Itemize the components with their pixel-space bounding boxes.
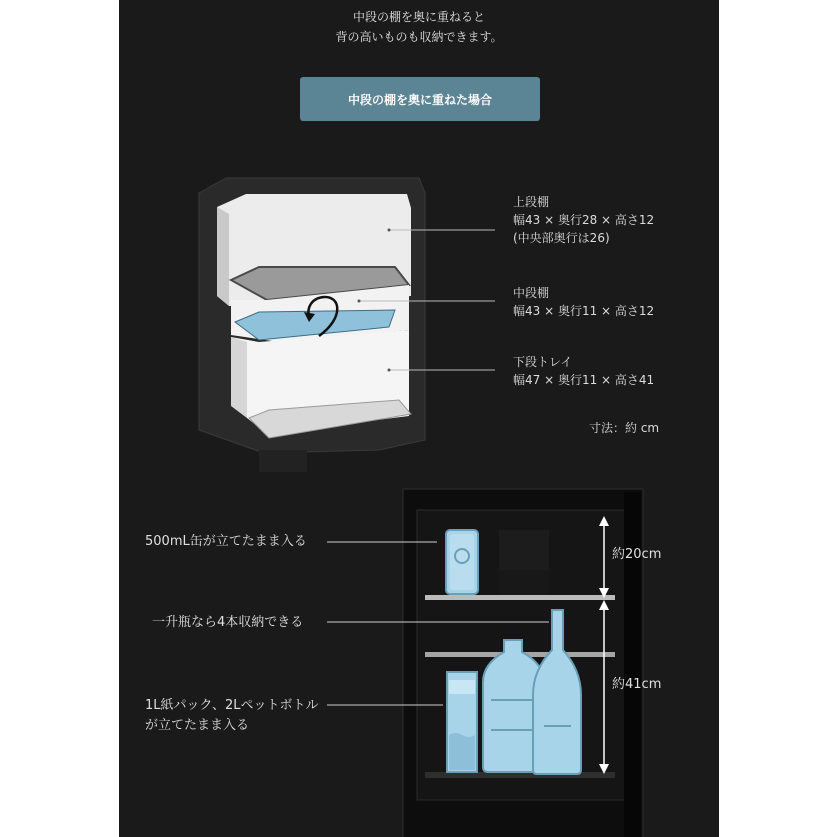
height-lower-label: 約41cm	[612, 677, 662, 692]
intro-line-2: 背の高いものも収納できます。	[335, 30, 503, 44]
callout-pack-line-1: 1L紙パック、2Lペットボトル	[145, 698, 319, 713]
stacked-shelf-button[interactable]: 中段の棚を奥に重ねた場合	[300, 77, 540, 121]
bottom-tray-title: 下段トレイ	[513, 355, 573, 369]
intro-line-1: 中段の棚を奥に重ねると	[352, 10, 485, 24]
height-upper-label: 約20cm	[612, 547, 662, 562]
callout-bottle: 一升瓶なら4本収納できる	[152, 615, 304, 630]
top-shelf-note: (中央部奥行は26)	[513, 231, 610, 245]
unit-note: 寸法：約 cm	[589, 421, 660, 435]
top-shelf-dims: 幅43 × 奥行28 × 高さ12	[513, 213, 655, 227]
top-shelf-title: 上段棚	[513, 195, 550, 209]
middle-shelf-title: 中段棚	[513, 286, 550, 300]
callout-pack-line-2: が立てたまま入る	[145, 718, 250, 733]
content-panel	[119, 0, 719, 837]
callout-can: 500mL缶が立てたまま入る	[145, 534, 307, 549]
middle-shelf-dims: 幅43 × 奥行11 × 高さ12	[513, 304, 655, 318]
bottom-tray-dims: 幅47 × 奥行11 × 高さ41	[513, 373, 655, 387]
